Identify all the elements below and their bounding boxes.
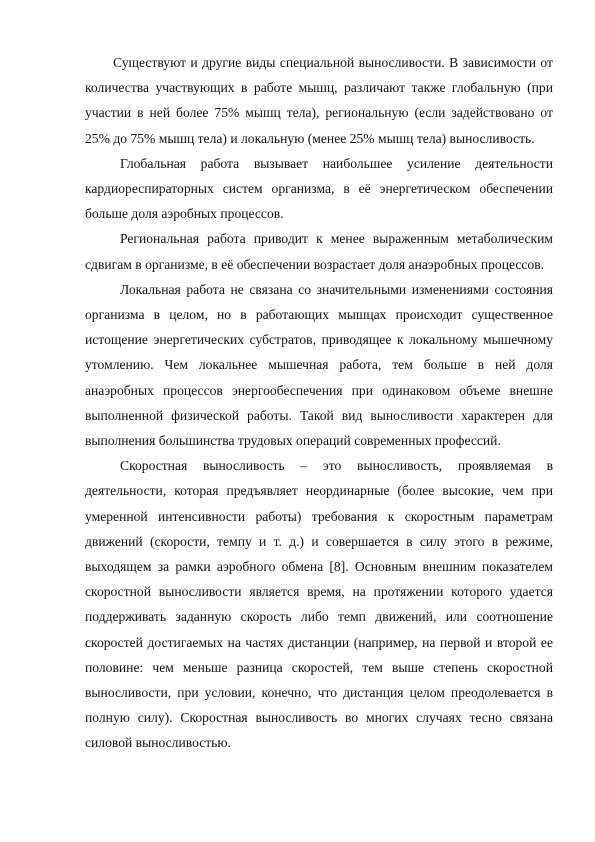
paragraph-speed-endurance: Скоростная выносливость – это выносливость, проявляемая в деятельности, которая предъявляет неординарные (более высокие, чем при умеренной интенсивности работы) требования к скоростным параметрам движений (скорости, темпу и т. д.) и совершается в силу этого в режиме, выходящем за рамки аэробного обмена [8]. Основным внешним показателем скоростной выносливости является время, на протяжении которого удается поддерживать заданную скорость либо темп движений, или соотношение скоростей достигаемых на частях дистанции (например, на первой и второй ее половине: чем меньше разница скоростей, тем выше степень скоростной выносливости, при условии, конечно, что дистанция целом преодолевается в полную силу). Скоростная выносливость во многих случаях тесно связана силовой выносливостью.: [85, 458, 553, 751]
paragraph-regional-work: Региональная работа приводит к менее выраженным метаболическим сдвигам в организме, в её обеспечении возрастает доля анаэробных процессов.: [85, 231, 553, 272]
paragraph-special-endurance-types: Существуют и другие виды специальной выносливости. В зависимости от количества участвующих в работе мышц, различают также глобальную (при участии в ней более 75% мышц тела), региональную (если задействовано от 25% до 75% мышц тела) и локальную (менее 25% мышц тела) выносливость.: [85, 55, 553, 146]
paragraph-local-work: Локальная работа не связана со значительными изменениями состояния организма в целом, но в работающих мышцах происходит существенное истощение энергетических субстратов, приводящее к локальному мышечному утомлению. Чем локальнее мышечная работа, тем больше в ней доля анаэробных процессов энергообеспечения при одинаковом объеме внешне выполненной физической работы. Такой вид выносливости характерен для выполнения большинства трудовых операций современных профессий.: [85, 281, 553, 449]
paragraph-global-work: Глобальная работа вызывает наибольшее усиление деятельности кардиореспираторных систем организма, в её энергетическом обеспечении больше доля аэробных процессов.: [85, 155, 553, 222]
document-body: [85, 50, 553, 756]
